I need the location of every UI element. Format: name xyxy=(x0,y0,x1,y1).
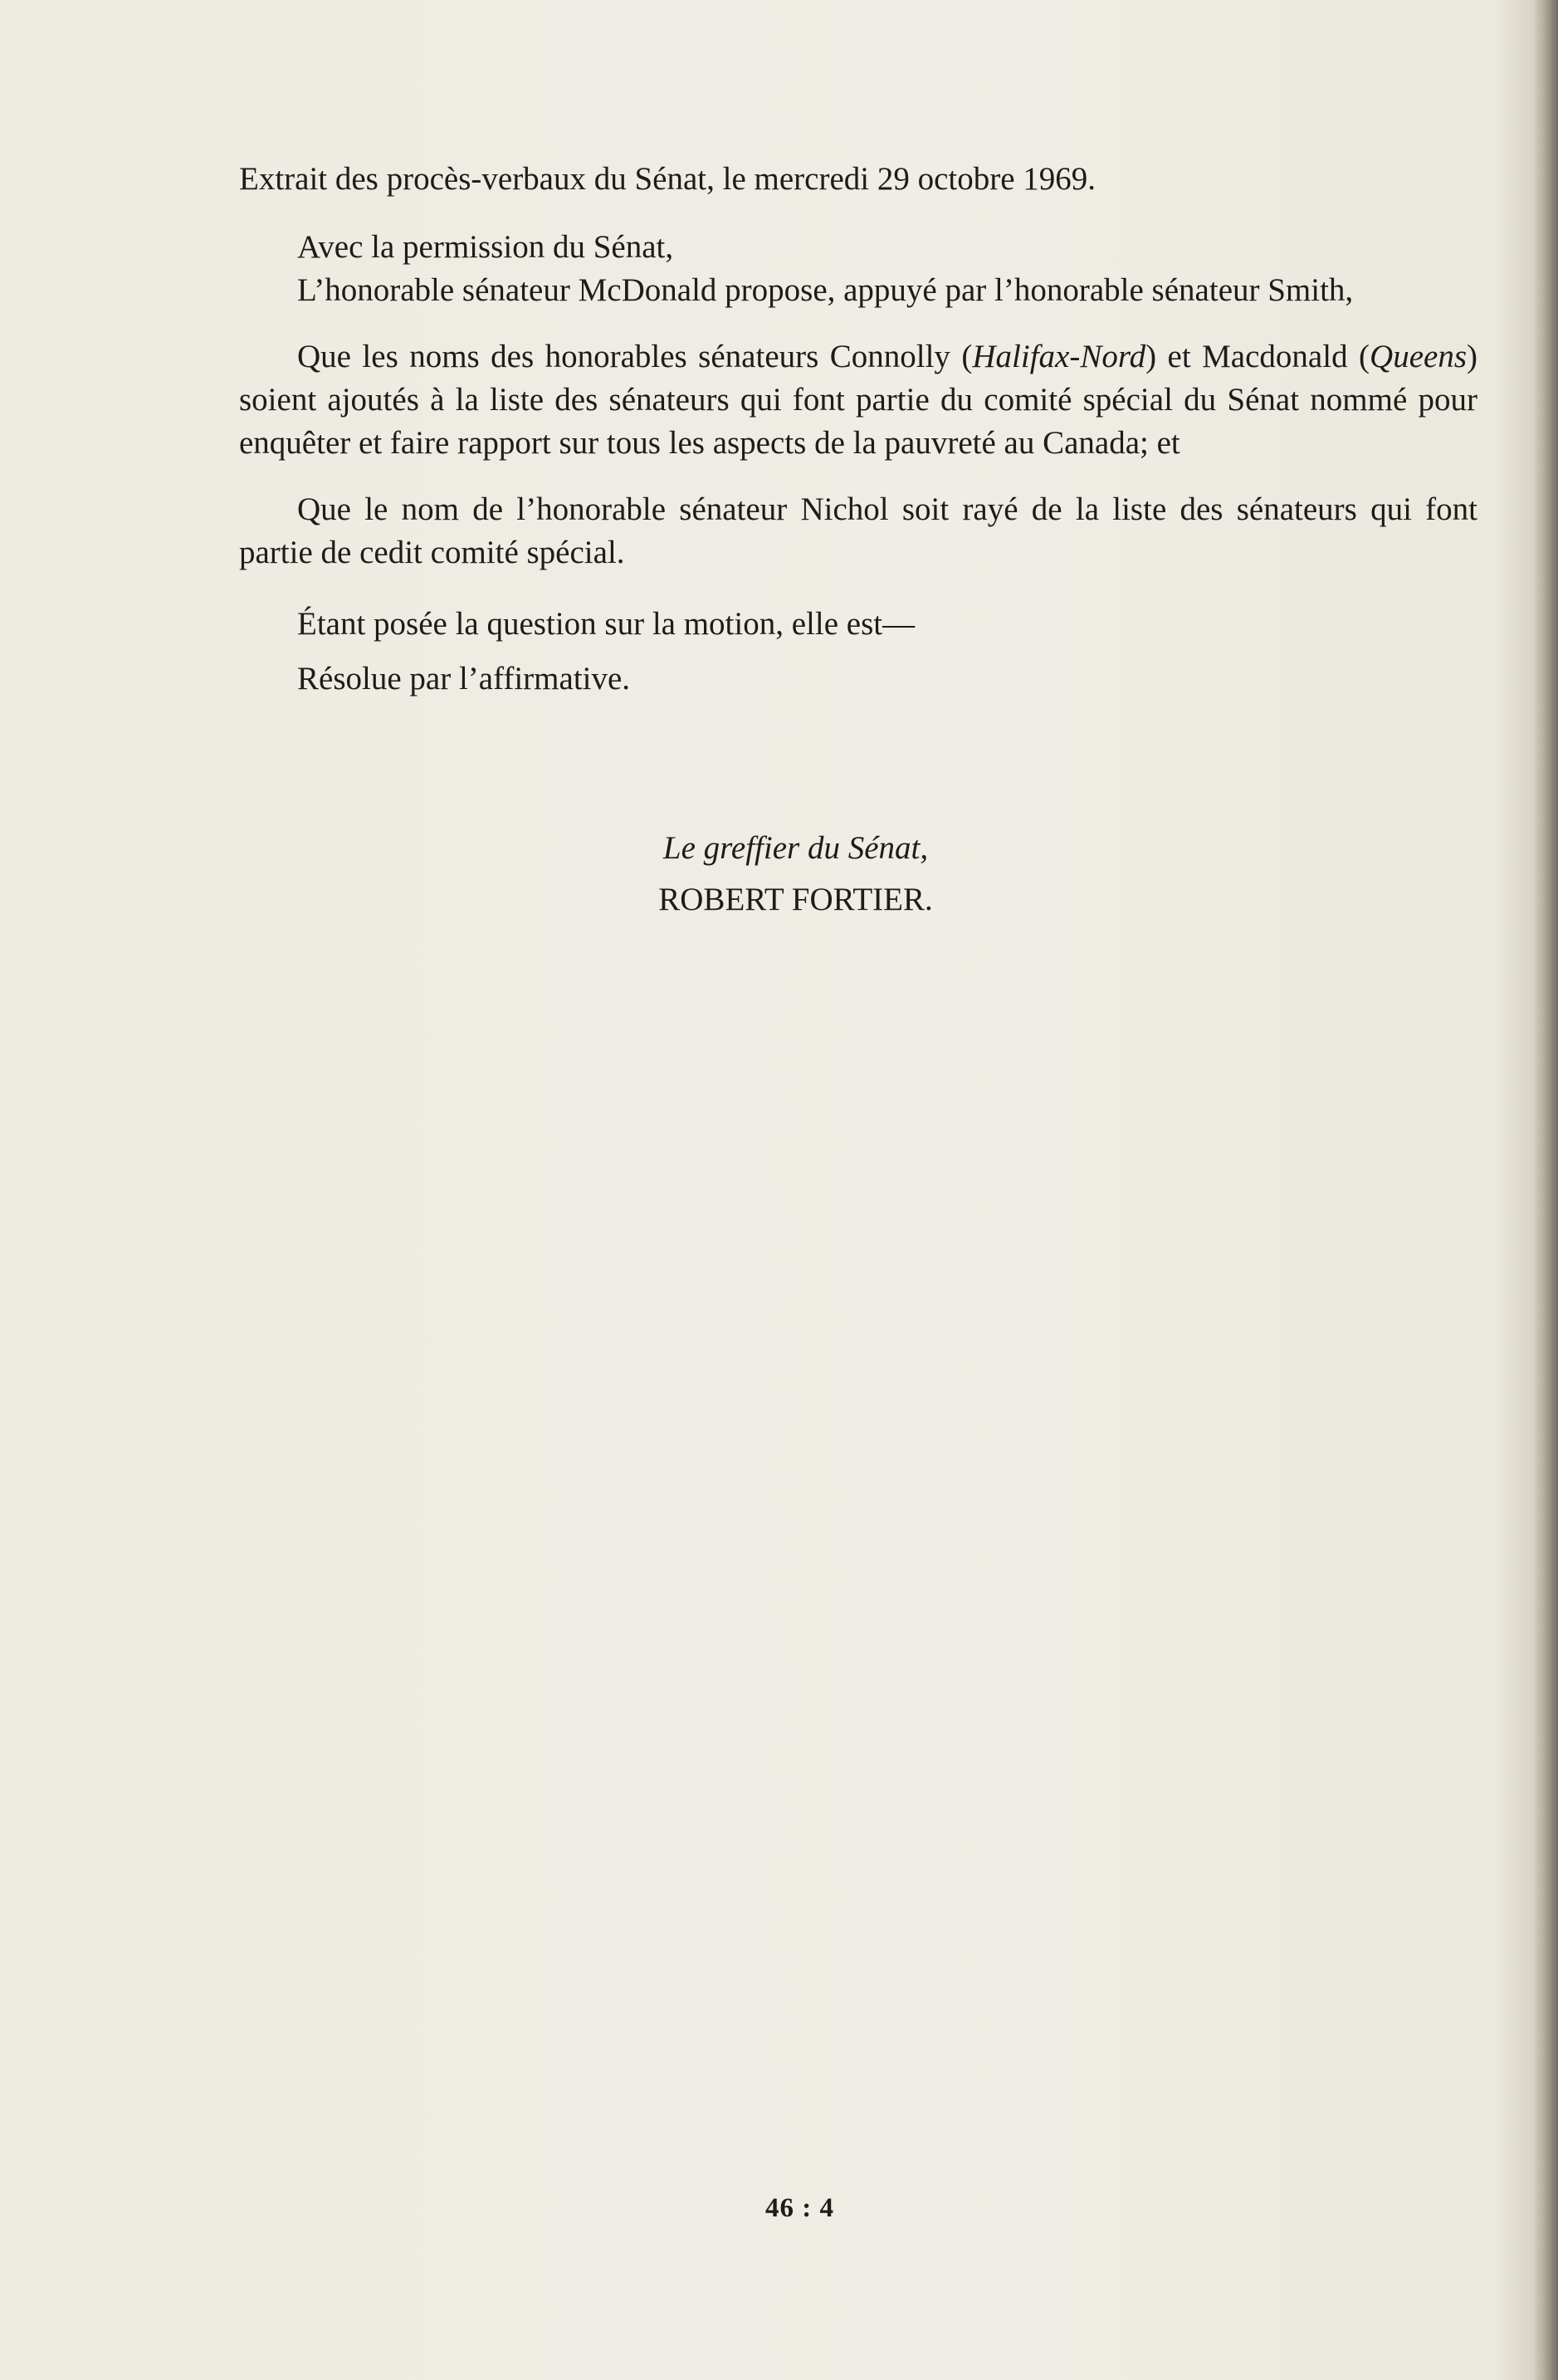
para1-text-c: ) soient ajoutés à la liste des sénateurs qui font partie du comité spécial du Sénat nommé pour enquêter et faire rapport sur tous les aspects de la pauvreté au Canada; et xyxy=(239,339,1477,461)
page-binding-edge xyxy=(1533,0,1558,2380)
permission-line: Avec la permission du Sénat, xyxy=(297,229,674,265)
intro-line: Extrait des procès-verbaux du Sénat, le mercredi 29 octobre 1969. xyxy=(239,161,1096,197)
para1-italic-halifax: Halifax-Nord xyxy=(972,339,1146,374)
motion-lead-paragraph: L’honorable sénateur McDonald propose, appuyé par l’honorable sénateur Smith, xyxy=(297,272,1354,308)
motion-paragraph-2: Que le nom de l’honorable sénateur Nichol soit rayé de la liste des sénateurs qui font partie de cedit comité spécial. xyxy=(239,491,1477,570)
question-line: Étant posée la question sur la motion, elle est— xyxy=(297,606,916,642)
para1-italic-queens: Queens xyxy=(1370,339,1467,374)
resolution-line: Résolue par l’affirmative. xyxy=(297,661,631,696)
para1-text-a: Que les noms des honorables sénateurs Connolly ( xyxy=(297,339,973,374)
para1-text-b: ) et Macdonald ( xyxy=(1145,339,1370,374)
signature-role: Le greffier du Sénat, xyxy=(662,830,929,866)
motion-paragraph-1 xyxy=(239,335,1477,465)
page-folio: 46 : 4 xyxy=(765,2193,834,2223)
document-body xyxy=(239,158,1477,701)
signature-name: ROBERT FORTIER. xyxy=(658,882,933,917)
